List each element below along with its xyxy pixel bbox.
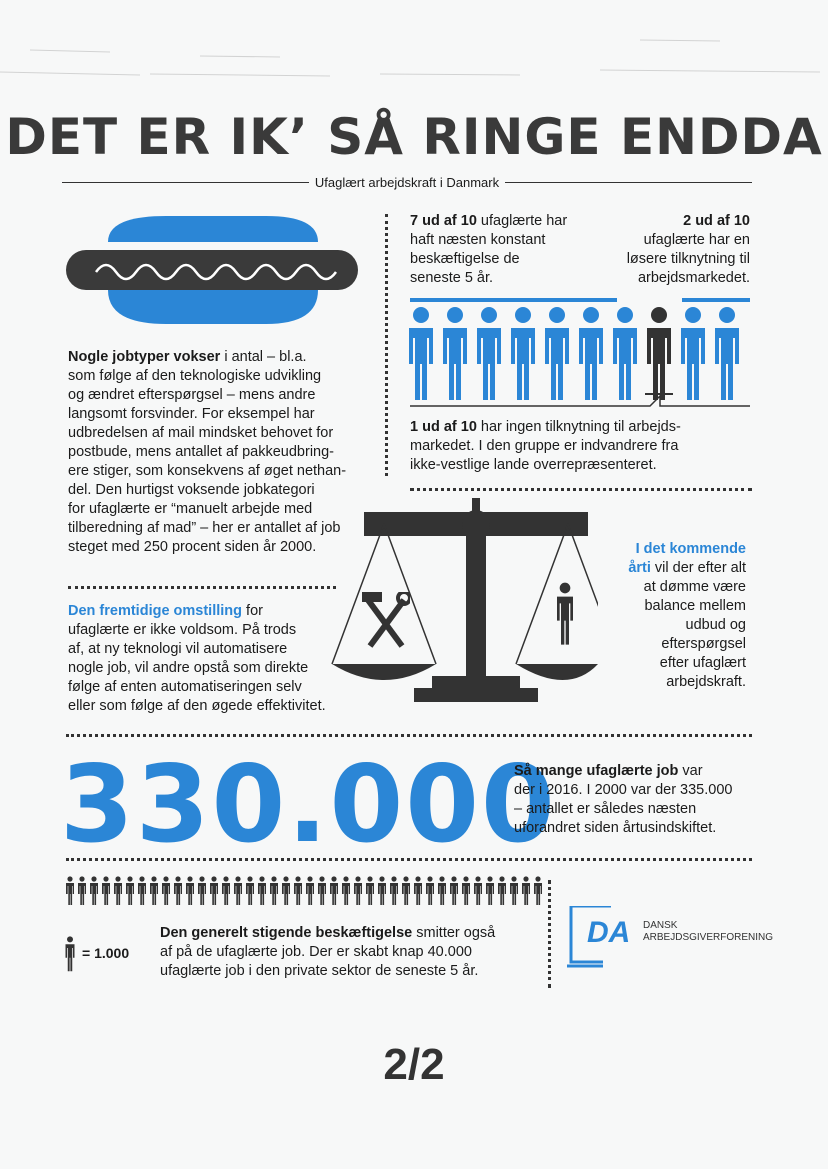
person-icon — [126, 876, 134, 905]
big-stat-rest: var — [678, 763, 703, 779]
person-icon — [150, 876, 158, 905]
decade-line: efter ufaglært — [659, 655, 746, 671]
p1-line: tilberedning af mad” – her er antallet af job — [68, 520, 341, 536]
person-icon — [102, 876, 110, 905]
person-icon — [402, 876, 410, 905]
stat-7-bold: 7 ud af 10 — [410, 213, 477, 229]
person-icon — [234, 876, 242, 905]
person-icon — [510, 876, 518, 905]
big-stat-bold: Så mange ufaglærte job — [514, 763, 679, 779]
person-icon — [579, 307, 603, 400]
person-icon — [443, 307, 467, 400]
person-icon — [534, 876, 542, 905]
person-icon — [486, 876, 494, 905]
employment-line: af på de ufaglærte job. Der er skabt knap 40.000 — [160, 944, 472, 960]
person-icon — [477, 307, 501, 400]
p2-line: nogle job, vil andre opstå som direkte — [68, 660, 309, 676]
employment-text — [160, 924, 540, 981]
big-stat-line: der i 2016. I 2000 var der 335.000 — [514, 782, 733, 798]
subtitle-rule-left — [62, 182, 309, 183]
person-icon — [306, 876, 314, 905]
dotted-separator — [66, 858, 752, 861]
hotdog-icon — [66, 212, 366, 344]
person-icon — [342, 876, 350, 905]
p2-line: følge af enten automatiseringen selv — [68, 679, 302, 695]
dotted-separator — [68, 586, 336, 589]
p1-line: og ændret efterspørgsel – mens andre — [68, 387, 316, 403]
person-icon — [545, 307, 569, 400]
person-icon — [330, 876, 338, 905]
person-icon — [552, 582, 578, 646]
person-icon — [210, 876, 218, 905]
person-icon — [258, 876, 266, 905]
employment-rest: smitter også — [412, 925, 496, 941]
stat-1-line: markedet. I den gruppe er indvandrere fra — [410, 438, 679, 454]
person-icon — [613, 307, 637, 400]
p2-line: eller som følge af den øgede effektivitet. — [68, 698, 326, 714]
p1-line: for ufaglærte er “manuelt arbejde med — [68, 501, 313, 517]
people-row — [405, 306, 751, 416]
person-icon — [282, 876, 290, 905]
p1-line: steget med 250 procent siden år 2000. — [68, 539, 317, 555]
stat-1-bold: 1 ud af 10 — [410, 419, 477, 435]
stat-7-text: ufaglærte har — [476, 213, 568, 229]
page-number: 2/2 — [383, 1040, 445, 1089]
subtitle-rule-right — [505, 182, 752, 183]
person-icon — [222, 876, 230, 905]
decade-balance-text — [598, 540, 746, 692]
person-icon — [246, 876, 254, 905]
person-icon — [270, 876, 278, 905]
person-icon — [715, 307, 739, 400]
decade-bold-1: I det kommende — [635, 541, 746, 557]
p2-line: ufaglærte er ikke voldsom. På trods — [68, 622, 297, 638]
tools-icon — [362, 592, 410, 652]
p1-bold: Nogle jobtyper vokser — [68, 349, 221, 365]
person-icon — [414, 876, 422, 905]
person-icon — [462, 876, 470, 905]
decade-line: balance mellem — [644, 598, 746, 614]
person-icon — [378, 876, 386, 905]
employment-bold: Den generelt stigende beskæftigelse — [160, 925, 413, 941]
da-logo — [567, 906, 774, 975]
person-icon — [78, 876, 86, 905]
person-icon — [522, 876, 530, 905]
p1-line: del. Den hurtigst voksende jobkategori — [68, 482, 315, 498]
left-paragraph-2 — [68, 602, 368, 716]
p2-bold: Den fremtidige omstilling — [68, 603, 243, 619]
p1-line: ere stiger, som konsekvens af øget nethan- — [68, 463, 347, 479]
bar-7-of-10 — [410, 298, 617, 302]
big-stat-line: uforandret siden årtusindskiftet. — [514, 820, 717, 836]
stat-2-line: ufaglærte har en — [643, 232, 750, 248]
stat-1-text: har ingen tilknytning til arbejds- — [476, 419, 681, 435]
p1-rest: i antal – bl.a. — [220, 349, 307, 365]
big-stat-line: – antallet er således næsten — [514, 801, 697, 817]
person-icon — [438, 876, 446, 905]
person-icon — [647, 307, 671, 400]
p1-line: langsomt forsvinder. For eksempel har — [68, 406, 315, 422]
dotted-separator — [66, 734, 752, 737]
stat-7-line: seneste 5 år. — [410, 270, 494, 286]
person-icon — [498, 876, 506, 905]
da-name — [643, 920, 773, 944]
stat-2-of-10 — [580, 212, 750, 288]
da-name-line-2: ARBEJDSGIVERFORENING — [643, 932, 774, 943]
person-icon — [90, 876, 98, 905]
stat-1-line: ikke-vestlige lande overrepræsenteret. — [410, 457, 657, 473]
da-name-line-1: DANSK — [643, 920, 678, 931]
big-stat-text — [514, 762, 754, 838]
person-icon — [681, 307, 705, 400]
decade-line: efterspørgsel — [661, 636, 746, 652]
stat-7-line: haft næsten konstant — [410, 232, 546, 248]
stat-2-bold: 2 ud af 10 — [683, 213, 750, 229]
p2-line: af, at ny teknologi vil automatisere — [68, 641, 288, 657]
scan-noise — [0, 0, 828, 100]
person-icon — [62, 936, 78, 972]
person-icon — [294, 876, 302, 905]
person-icon — [66, 876, 74, 905]
dotted-separator — [410, 488, 752, 491]
person-icon — [366, 876, 374, 905]
person-icon — [318, 876, 326, 905]
stat-1-of-10 — [410, 418, 755, 475]
person-icon — [354, 876, 362, 905]
person-icon — [114, 876, 122, 905]
person-icon — [450, 876, 458, 905]
decade-line: udbud og — [685, 617, 746, 633]
person-icon — [186, 876, 194, 905]
person-icon — [390, 876, 398, 905]
stat-7-line: beskæftigelse de — [410, 251, 520, 267]
person-icon — [409, 307, 433, 400]
page-title: DET ER IK’ SÅ RINGE ENDDA — [5, 108, 823, 166]
decade-line: vil der efter alt — [650, 560, 746, 576]
p2-rest: for — [242, 603, 263, 619]
stat-7-of-10 — [410, 212, 580, 288]
subtitle-row — [62, 172, 752, 192]
decade-line: arbejdskraft. — [666, 674, 746, 690]
p1-line: postbude, mens antallet af pakkeudbring- — [68, 444, 335, 460]
decade-line: at dømme være — [643, 579, 746, 595]
employment-line: ufaglærte job i den private sektor de seneste 5 år. — [160, 963, 479, 979]
person-icon — [511, 307, 535, 400]
person-icon — [138, 876, 146, 905]
person-icon — [474, 876, 482, 905]
bar-2-of-10 — [682, 298, 750, 302]
person-icon — [162, 876, 170, 905]
person-icon — [426, 876, 434, 905]
dotted-divider-vertical — [548, 880, 551, 988]
stat-2-line: løsere tilknytning til — [626, 251, 750, 267]
p1-line: udbredelsen af mail mindsket behovet for — [68, 425, 334, 441]
subtitle: Ufaglært arbejdskraft i Danmark — [314, 174, 500, 190]
person-icon — [198, 876, 206, 905]
people-row-40 — [64, 876, 544, 906]
da-initials: DA — [587, 916, 631, 949]
p1-line: som følge af den teknologiske udvikling — [68, 368, 322, 384]
stat-2-line: arbejdsmarkedet. — [637, 270, 750, 286]
dotted-divider-vertical — [385, 214, 388, 476]
legend-value: = 1.000 — [82, 945, 130, 961]
person-icon — [174, 876, 182, 905]
decade-bold-2: årti — [628, 560, 651, 576]
big-stat-number: 330.000 — [60, 743, 557, 866]
